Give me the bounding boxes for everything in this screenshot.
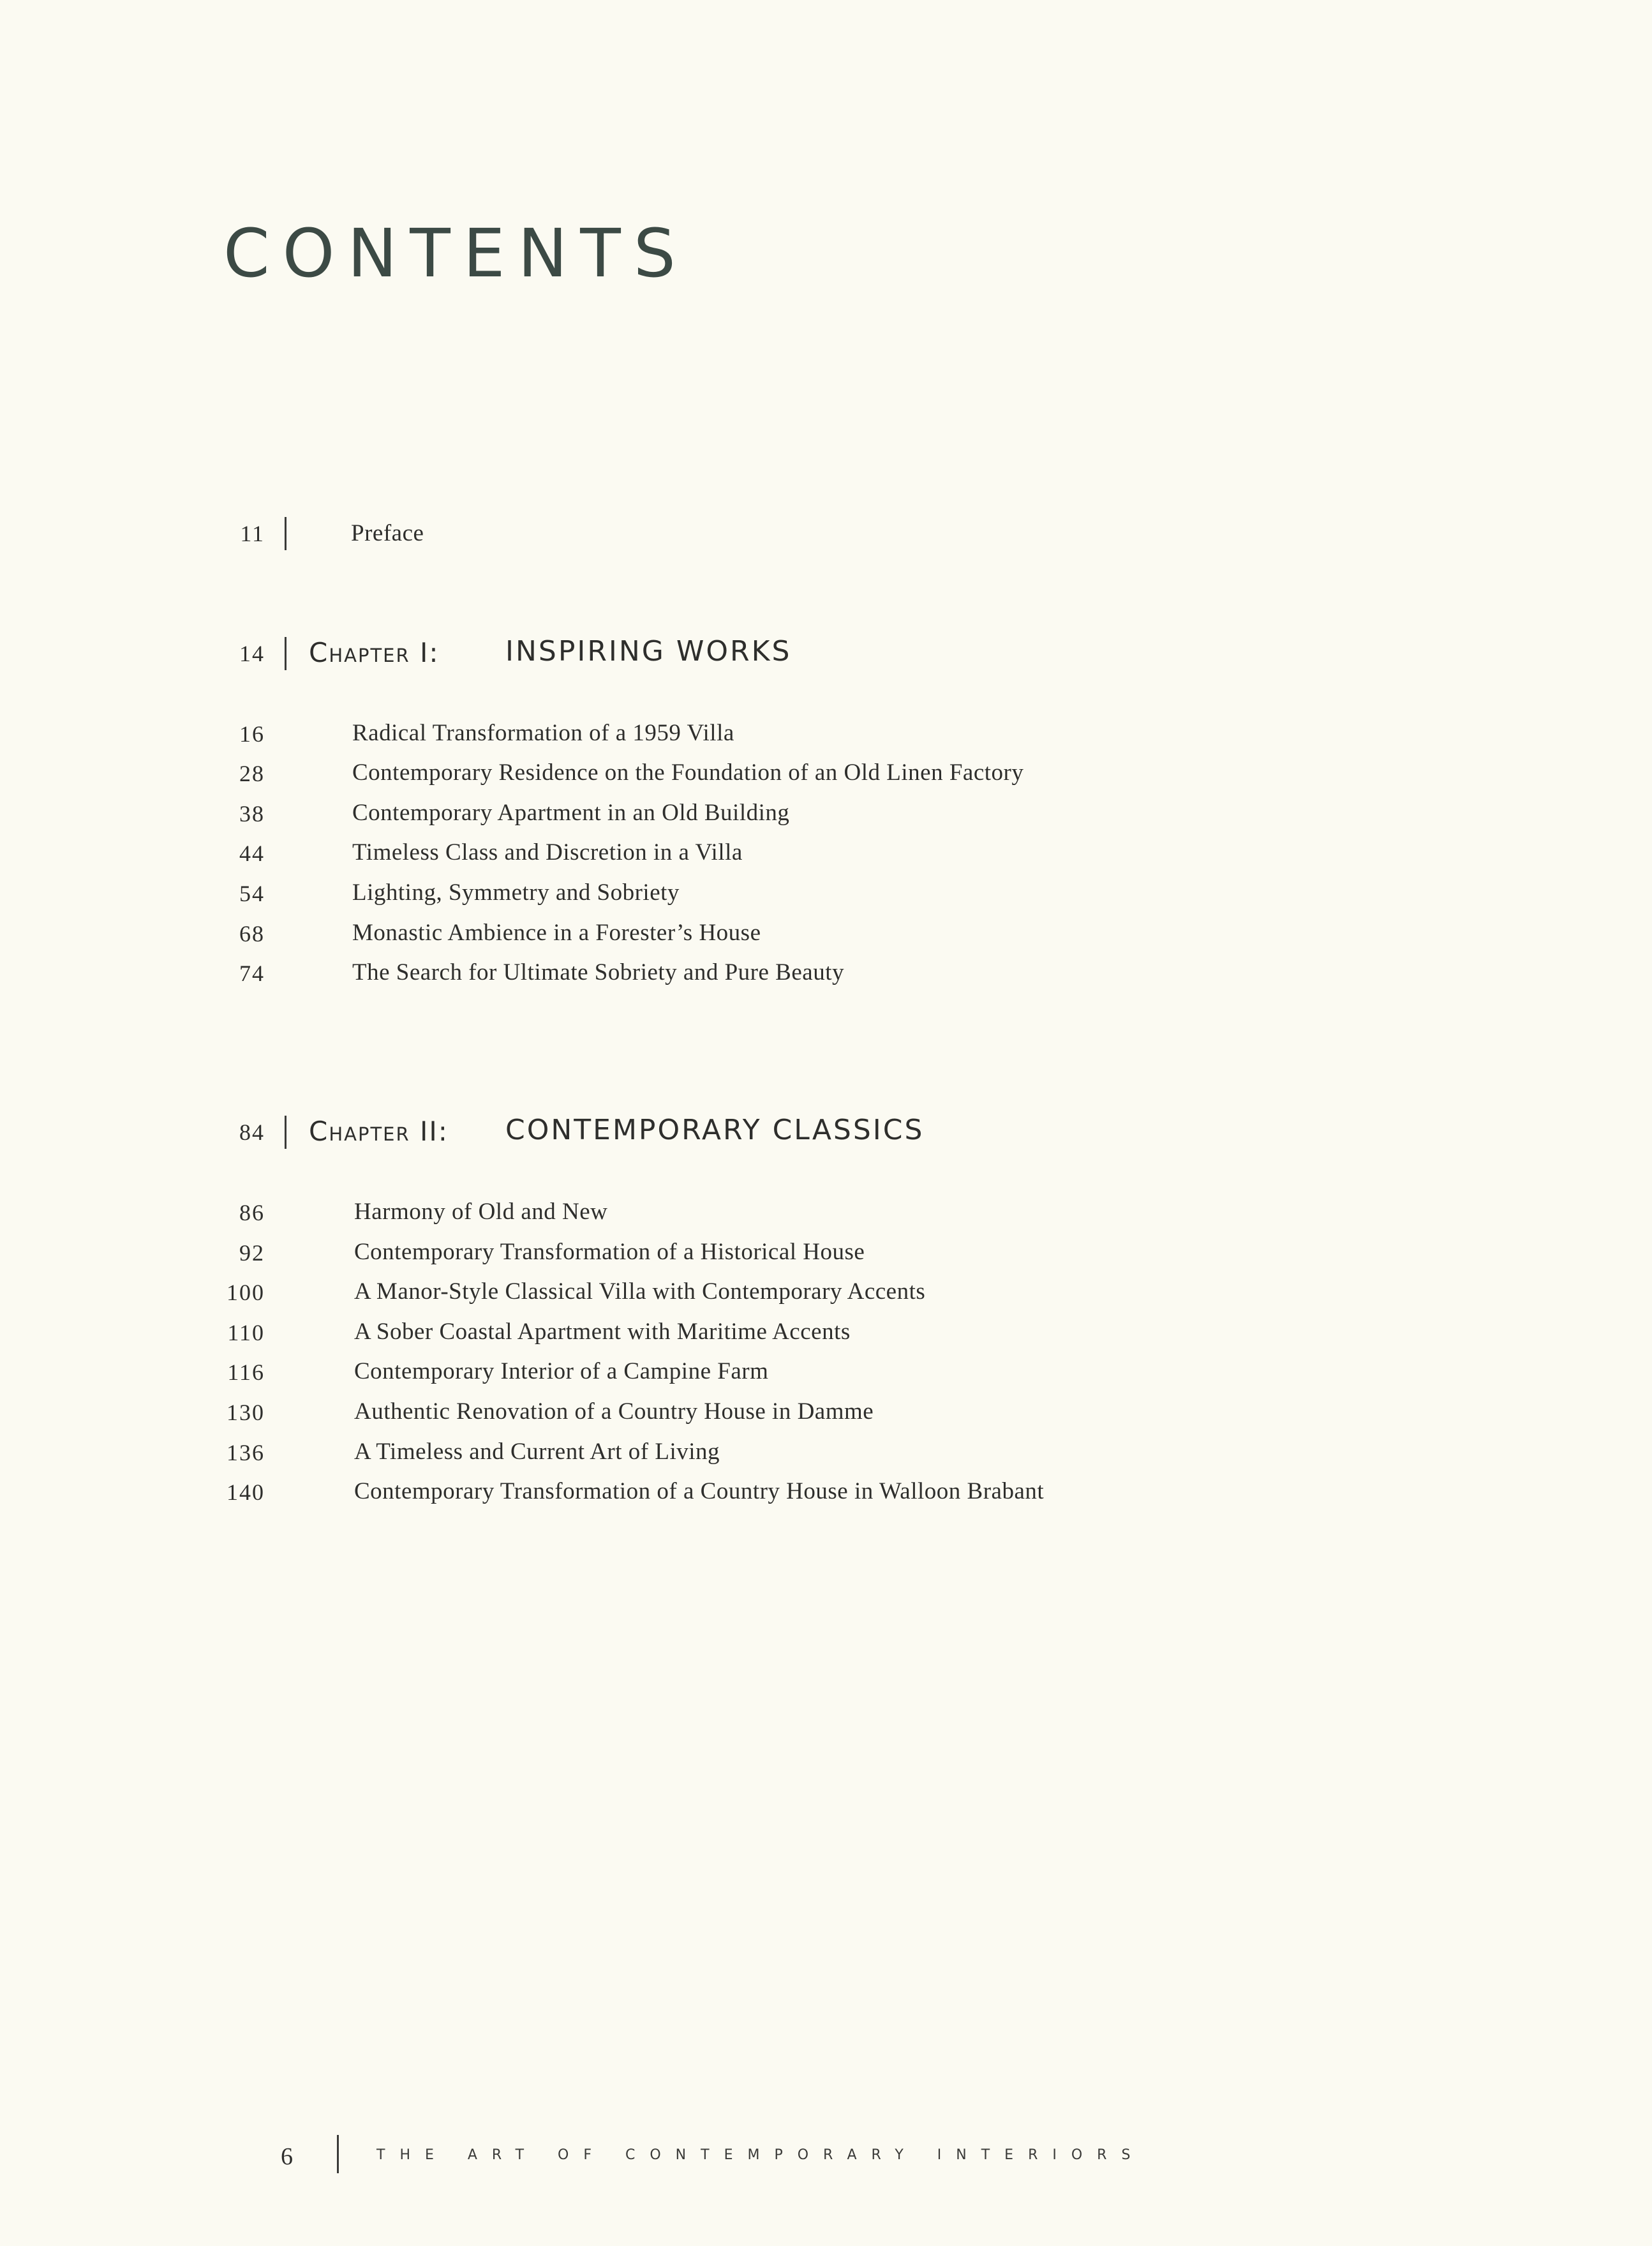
toc-entry-title[interactable]: Contemporary Interior of a Campine Farm [354, 1358, 769, 1384]
toc-entry-title[interactable]: Contemporary Residence on the Foundation of an Old Linen Factory [352, 760, 1024, 786]
chapter-2-divider [285, 1116, 286, 1149]
toc-entry-title[interactable]: Contemporary Transformation of a Country House in Walloon Brabant [354, 1478, 1045, 1504]
toc-entry-page: 28 [239, 761, 265, 786]
chapter-1-label: Chapter I: [309, 637, 440, 668]
toc-entry-page: 92 [239, 1240, 265, 1266]
toc-entry-page: 86 [239, 1200, 265, 1225]
footer-divider [337, 2135, 339, 2173]
preface-link[interactable]: Preface [351, 520, 424, 546]
toc-entry-title[interactable]: Radical Transformation of a 1959 Villa [352, 720, 734, 746]
footer-book-title: THE ART OF CONTEMPORARY INTERIORS [376, 2147, 1145, 2163]
page-title: CONTENTS [223, 214, 688, 292]
toc-entry-title[interactable]: Timeless Class and Discretion in a Villa [352, 839, 743, 865]
toc-entry-page: 68 [239, 921, 265, 947]
preface-divider [285, 517, 286, 550]
chapter-2-title[interactable]: CONTEMPORARY CLASSICS [505, 1114, 925, 1146]
toc-entry-title[interactable]: Lighting, Symmetry and Sobriety [352, 880, 680, 906]
preface-page-number: 11 [240, 521, 265, 546]
toc-entry-title[interactable]: A Sober Coastal Apartment with Maritime Accents [354, 1319, 851, 1345]
chapter-1-page-number: 14 [239, 641, 265, 666]
toc-entry-page: 116 [227, 1359, 265, 1385]
toc-entry-title[interactable]: Contemporary Apartment in an Old Building [352, 800, 790, 826]
toc-entry-page: 54 [239, 881, 265, 906]
toc-entry-title[interactable]: Monastic Ambience in a Forester’s House [352, 920, 761, 946]
toc-entry-page: 16 [239, 721, 265, 747]
toc-entry-page: 74 [239, 961, 265, 986]
toc-entry-page: 44 [239, 841, 265, 866]
chapter-2-label: Chapter II: [309, 1116, 449, 1147]
toc-entry-title[interactable]: Contemporary Transformation of a Historical House [354, 1239, 865, 1265]
toc-entry-page: 100 [227, 1280, 265, 1305]
chapter-1-divider [285, 637, 286, 670]
toc-entry-title[interactable]: A Timeless and Current Art of Living [354, 1439, 720, 1465]
toc-entry-page: 136 [227, 1440, 265, 1465]
toc-entry-title[interactable]: The Search for Ultimate Sobriety and Pure Beauty [352, 959, 844, 985]
footer-page-number: 6 [281, 2143, 293, 2170]
toc-entry-page: 140 [227, 1479, 265, 1505]
toc-entry-title[interactable]: Harmony of Old and New [354, 1199, 608, 1225]
toc-entry-page: 130 [227, 1400, 265, 1425]
chapter-2-page-number: 84 [239, 1119, 265, 1145]
chapter-1-title[interactable]: INSPIRING WORKS [505, 635, 792, 668]
toc-entry-title[interactable]: A Manor-Style Classical Villa with Contemporary Accents [354, 1278, 926, 1305]
toc-entry-page: 38 [239, 801, 265, 827]
toc-entry-page: 110 [227, 1320, 265, 1345]
toc-entry-title[interactable]: Authentic Renovation of a Country House in Damme [354, 1398, 874, 1425]
